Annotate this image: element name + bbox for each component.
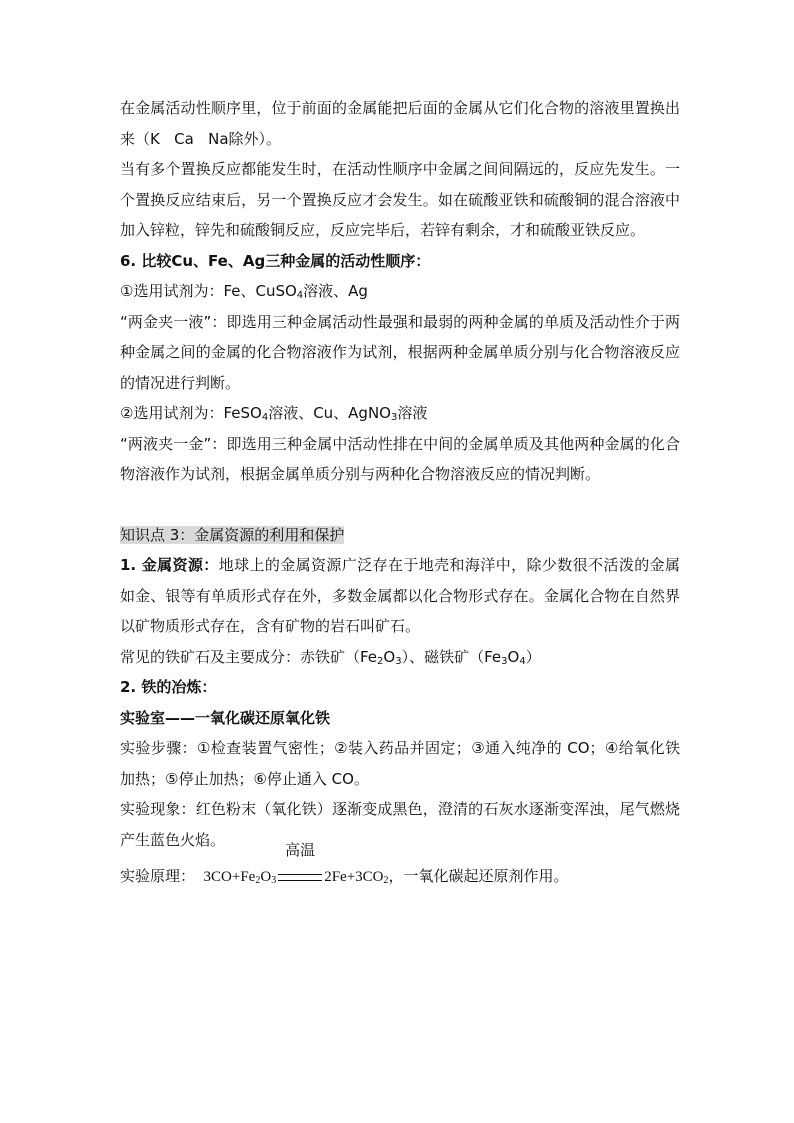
lab-title: 实验室——一氧化碳还原氧化铁 (120, 708, 331, 727)
paragraph-two-metal-one-liquid: “两金夹一液”：即选用三种金属活动性最强和最弱的两种金属的单质及活动性介于两种金属之间的金属的化合物溶液作为试剂，根据两种金属单质分别与化合物溶液反应的情况进行判断。 (120, 312, 680, 392)
iron-ore-list: 常见的铁矿石及主要成分：赤铁矿$(Fe_2O_3)$、磁铁矿$(Fe_3O_4)$ (120, 647, 541, 667)
experiment-steps: 实验步骤：①检查装置气密性；②装入药品并固定；③通入纯净的 CO；④给氧化铁加热；⑤停止加热；⑥停止通入 CO。 (120, 739, 680, 788)
paragraph-displacement-order: 当有多个置换反应都能发生时，在活动性顺序中金属之间间隔远的，反应先发生。一个置换反应结束后，另一个置换反应才会发生。如在硫酸亚铁和硫酸铜的混合溶液中加入锌粒，锌先和硫酸铜反应，反应完毕后，若锌有剩余，才和硫酸亚铁反应。 (120, 160, 680, 239)
experiment-principle: 实验原理： $3CO+Fe_2O_3$ 高温 $2Fe+3CO_2$，一氧化碳起还原剂作用。 (120, 861, 680, 893)
spacer (120, 490, 680, 520)
equation: $3CO+Fe_2O_3$ 高温 $2Fe+3CO_2$ (200, 869, 389, 885)
reaction-condition: 高温 (278, 862, 322, 893)
option-2-reagents: ②选用试剂为：FeSO$_4$溶液、Cu、AgNO$_3$溶液 (120, 404, 428, 423)
knowledge-point-3-heading: 知识点 3：金属资源的利用和保护 (120, 525, 345, 544)
paragraph-two-liquid-one-metal: “两液夹一金”：即选用三种金属中活动性排在中间的金属单质及其他两种金属的化合物溶液作为试剂，根据金属单质分别与两种化合物溶液反应的情况判断。 (120, 434, 680, 483)
option-1-reagents: ①选用试剂为：Fe、CuSO$_4$溶液、Ag (120, 282, 368, 301)
paragraph-activity-rule: 在金属活动性顺序里，位于前面的金属能把后面的金属从它们化合物的溶液里置换出来（K Ca Na除外）。 (120, 99, 680, 148)
paragraph-metal-resources: 1. 金属资源：地球上的金属资源广泛存在于地壳和海洋中，除少数很不活泼的金属如金、银等有单质形式存在外，多数金属都以化合物形式存在。金属化合物在自然界以矿物质形式存在，含有矿物的岩石叫矿石。 (120, 556, 680, 635)
heading-compare-activity: 6. 比较Cu、Fe、Ag三种金属的活动性顺序： (120, 251, 431, 270)
experiment-phenomena: 实验现象：红色粉末（氧化铁）逐渐变成黑色，澄清的石灰水逐渐变浑浊，尾气燃烧产生蓝色火焰。 (120, 800, 680, 849)
heading-iron-smelting: 2. 铁的冶炼： (120, 678, 217, 696)
document-page (120, 93, 680, 893)
